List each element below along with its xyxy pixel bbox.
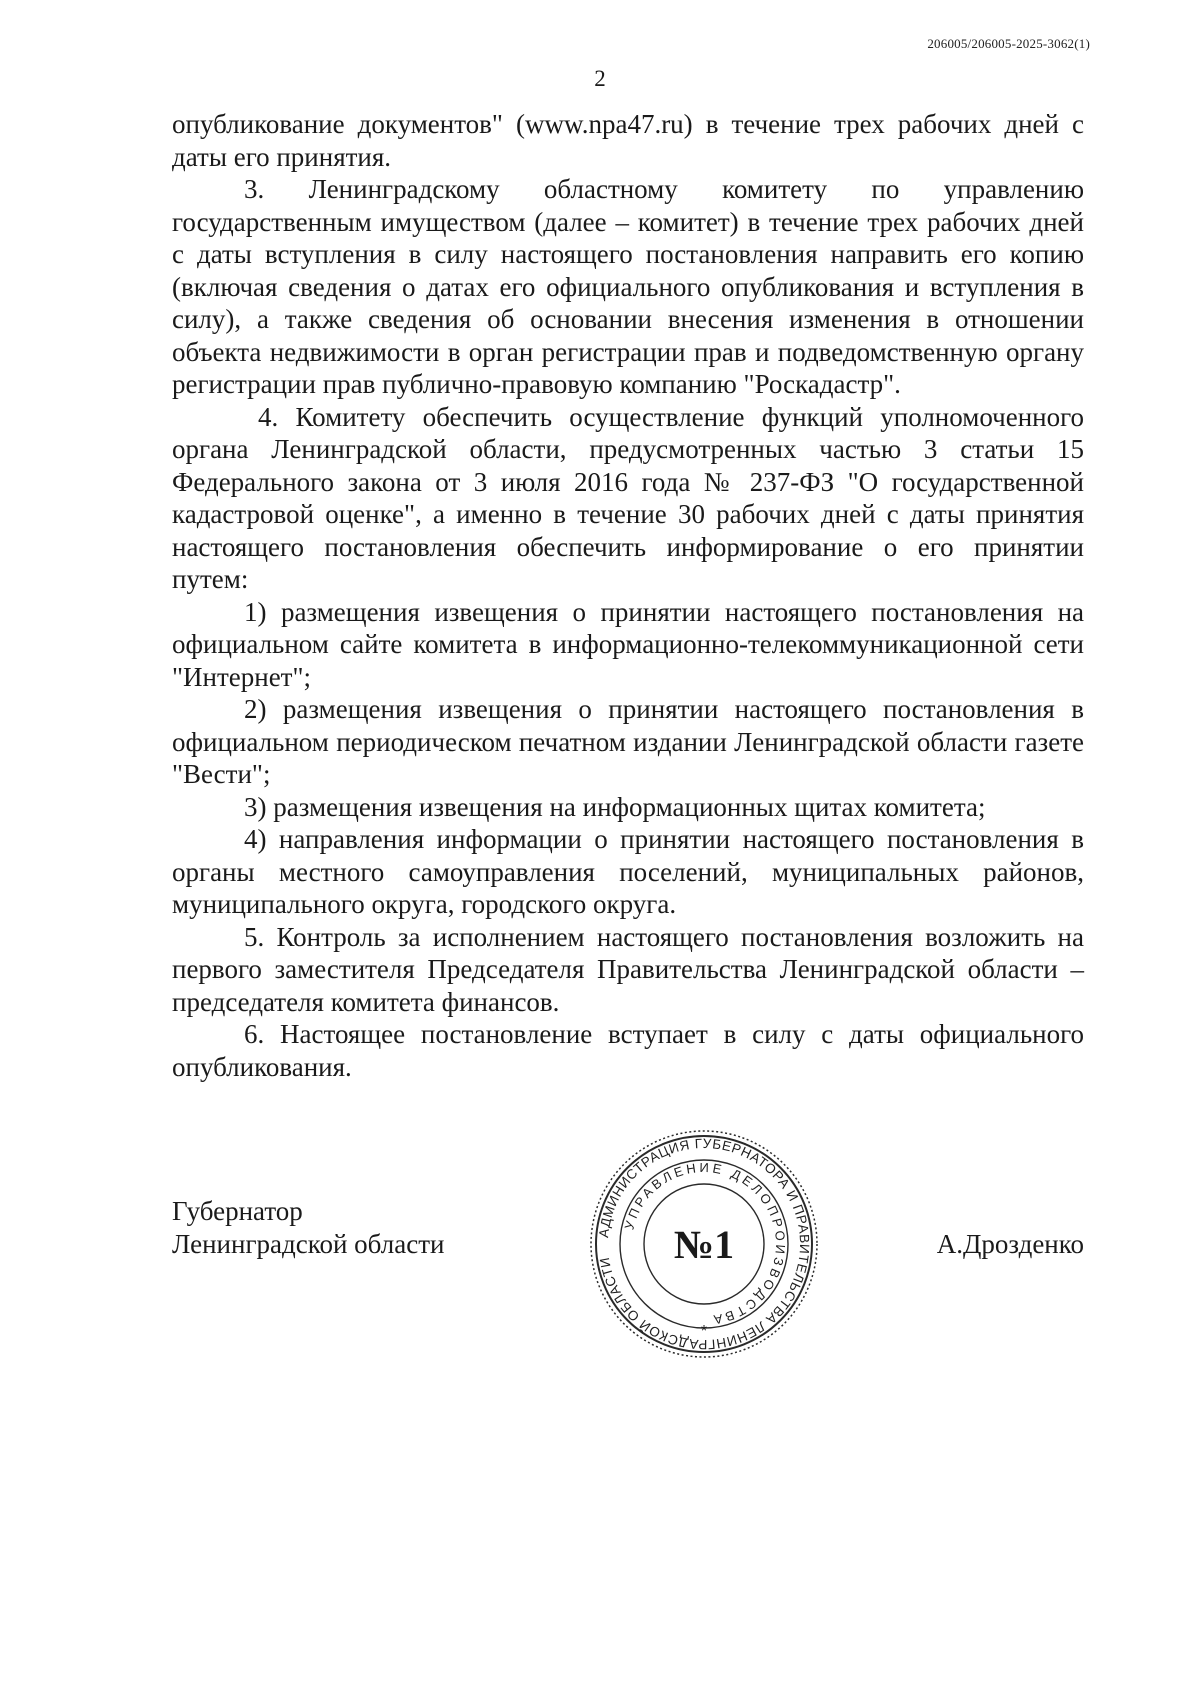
signer-title-line-1: Губернатор [172, 1196, 303, 1226]
paragraph-item-5: 5. Контроль за исполнением настоящего постановления возложить на первого заместителя Председателя Правительства Ленинградской области – председателя комитета финансов. [172, 921, 1084, 1017]
signer-name: А.Дрозденко [936, 1229, 1084, 1259]
subitem-2: 2) размещения извещения о принятии настоящего постановления в официальном периодическом печатном издании Ленинградской области газете "Вести"; [172, 694, 1084, 789]
paragraph-item-3: 3. Ленинградскому областному комитету по управлению государственным имуществом (далее – комитет) в течение трех рабочих дней с даты вступления в силу настоящего постановления направить его копию (включая сведения о датах его официального опубликования и вступления в силу), а также сведения об основании внесения изменения в отношении объекта недвижимости в орган регистрации прав и подведомственную органу регистрации прав публично-правовую компанию "Роскадастр". [172, 174, 1084, 399]
document-registration-id: 206005/206005-2025-3062(1) [927, 36, 1090, 51]
subitem-1: 1) размещения извещения о принятии настоящего постановления на официальном сайте комитета в информационно-телекоммуникационной сети "Интернет"; [172, 596, 1084, 692]
seal-star-icon: * [700, 1323, 708, 1340]
paragraph-item-6: 6. Настоящее постановление вступает в силу с даты официального опубликования. [172, 1019, 1084, 1082]
signer-title-line-2: Ленинградской области [172, 1229, 445, 1259]
seal-number: №1 [673, 1221, 735, 1267]
seal-outer-text: АДМИНИСТРАЦИЯ ГУБЕРНАТОРА И ПРАВИТЕЛЬСТВА ЛЕНИНГРАДСКОЙ ОБЛАСТИ [596, 1135, 813, 1353]
page-number: 2 [594, 66, 606, 91]
document-body [172, 108, 1084, 1083]
official-seal-stamp [588, 1128, 820, 1360]
paragraph-item-4: 4. Комитету обеспечить осуществление функций уполномоченного органа Ленинградской области, предусмотренных частью 3 статьи 15 Федерального закона от 3 июля 2016 года № 237-ФЗ "О государственной кадастровой оценке", а именно в течение 30 рабочих дней с даты принятия настоящего постановления обеспечить информирование о его принятии путем: [172, 401, 1084, 594]
paragraph-continuation: опубликование документов" (www.npa47.ru) в течение трех рабочих дней с даты его принятия. [172, 109, 1084, 172]
subitem-3: 3) размещения извещения на информационных щитах комитета; [244, 791, 986, 822]
seal-inner-text: УПРАВЛЕНИЕ ДЕЛОПРОИЗВОДСТВА [621, 1159, 789, 1328]
subitem-4: 4) направления информации о принятии настоящего постановления в органы местного самоуправления поселений, муниципальных районов, муниципального округа, городского округа. [172, 824, 1084, 919]
